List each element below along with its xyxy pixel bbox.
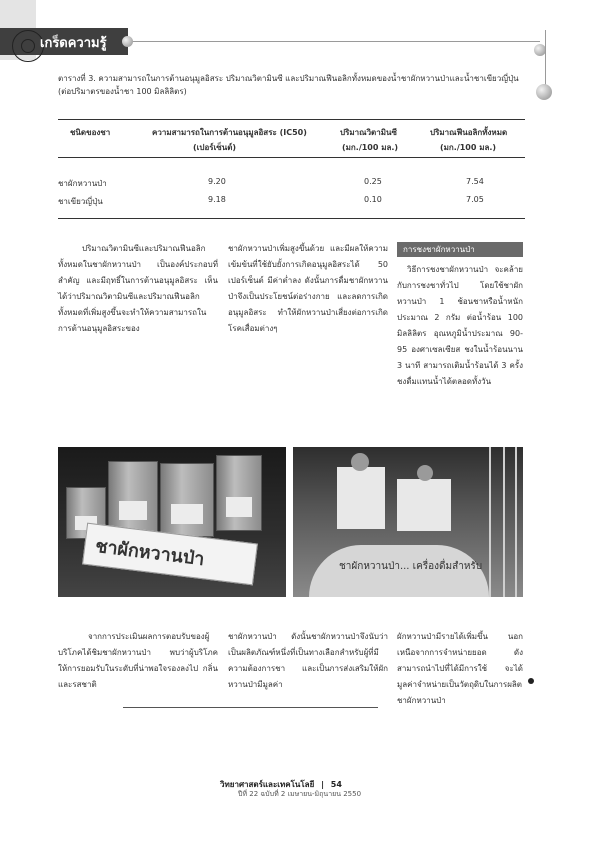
- table-caption: [58, 72, 528, 98]
- col-header-phenolic-unit: (มก./100 มล.): [440, 143, 497, 152]
- footer-issue: ปีที่ 22 ฉบับที่ 2 เมษายน-มิถุนายน 2550: [238, 790, 362, 798]
- sidebar-title: การชงชาผักหวานป่า: [397, 242, 523, 257]
- booth-counter: [309, 545, 489, 597]
- booth-pole: [515, 447, 517, 597]
- table-cell-type: ชาผักหวานป่า: [58, 179, 107, 188]
- header-ball-icon: [536, 84, 552, 100]
- col-header-vitc: ปริมาณวิตามินซี: [340, 128, 397, 137]
- booth-banner-text: ชาผักหวานป่า... เครื่องดื่มสำหรับ: [339, 561, 483, 572]
- person-head: [417, 465, 433, 481]
- table-cell-vitc: 0.25: [364, 177, 382, 186]
- lower-column-2: ชาผักหวานป่า ดังนั้นชาผักหวานป่าจึงนับว่าเป็นผลิตภัณฑ์หนึ่งที่เป็นทางเลือกสำหรับผู้ที่มีความต้องการชา และเป็นการส่งเสริมให้ผักหวานป่ามีมูลค่า: [228, 632, 388, 689]
- caption-label: ตารางที่ 3.: [58, 74, 96, 83]
- booth-pole: [489, 447, 491, 597]
- tea-package: [160, 463, 214, 537]
- table-cell-vitc: 0.10: [364, 195, 382, 204]
- footer-publication: วิทยาศาสตร์และเทคโนโลยี | 54: [220, 780, 342, 789]
- table-cell-antioxidant: 9.20: [208, 177, 226, 186]
- tea-package: [108, 461, 158, 533]
- end-mark-icon: [528, 678, 534, 684]
- body-column-1: ปริมาณวิตามินซีและปริมาณฟีนอลิกทั้งหมดในชาผักหวานป่า เป็นองค์ประกอบที่สำคัญ และมีฤทธิ์ในการต้านอนุมูลอิสระ เห็นได้ว่าปริมาณวิตามินซีและปริมาณฟีนอลิกทั้งหมดที่เพิ่มสูงขึ้นจะทำให้ความสามารถในการต้านอนุมูลอิสระของ: [58, 244, 218, 333]
- sidebar-text: วิธีการชงชาผักหวานป่า จะคล้ายกับการชงชาทั่วไป โดยใช้ชาผักหวานป่า 1 ช้อนชาหรือน้ำหนักประมาณ 2 กรัม ต่อน้ำร้อน 100 มิลลิลิตร อุณหภูมิน้ำประมาณ 90-95 องศาเซลเซียส ชงในน้ำร้อนนาน 3 นาที สามารถเติมน้ำร้อนได้ 3 ครั้ง ชงดื่มแทนน้ำได้ตลอดทั้งวัน: [397, 265, 523, 386]
- tea-package: [216, 455, 262, 531]
- table-cell-type: ชาเขียวญี่ปุ่น: [58, 197, 103, 206]
- col-header-type: ชนิดของชา: [70, 128, 111, 137]
- col-header-vitc-unit: (มก./100 มล.): [342, 143, 399, 152]
- publication-name: วิทยาศาสตร์และเทคโนโลยี: [220, 780, 315, 789]
- photo-tea-packages: [58, 447, 286, 597]
- header-rule-vertical: [545, 30, 546, 85]
- body-column-2: ชาผักหวานป่าเพิ่มสูงขึ้นด้วย และมีผลให้ความเข้มข้นที่ใช้ยับยั้งการเกิดอนุมูลอิสระได้ 50 เปอร์เซ็นต์ มีค่าต่ำลง ดังนั้นการดื่มชาผักหวานป่าจึงเป็นประโยชน์ต่อร่างกาย และลดการเกิดอนุมูลอิสระ ทำให้ผักหวานป่าเสี่ยงต่อการเกิดโรคเสื่อมต่างๆ: [228, 244, 388, 333]
- product-sign-text: ชาผักหวานป่า: [94, 535, 206, 571]
- person-head: [351, 453, 369, 471]
- lower-column-3: ผักหวานป่ามีรายได้เพิ่มขึ้น นอกเหนือจากการจำหน่ายยอด ดังสามารถนำไปที่ได้มีการใช้ จะได้มูลค่าจำหน่ายเป็นวัตถุดิบในการผลิตชาผักหวานป่า: [397, 632, 523, 705]
- booth-pole: [503, 447, 505, 597]
- caption-text: ความสามารถในการต้านอนุมูลอิสระ ปริมาณวิตามินซี และปริมาณฟีนอลิกทั้งหมดของน้ำชาผักหวานป่าและน้ำชาเขียวญี่ปุ่น (ต่อปริมาตรของน้ำชา 100 มิลลิลิตร): [58, 74, 519, 96]
- table-bottom-rule: [58, 218, 525, 219]
- table-cell-phenolic: 7.54: [466, 177, 484, 186]
- col-header-antioxidant: ความสามารถในการต้านอนุมูลอิสระ (IC50): [152, 128, 307, 137]
- section-title: เกร็ดความรู้: [40, 36, 107, 51]
- header-ball-icon: [122, 36, 133, 47]
- table-header-rule: [58, 157, 525, 158]
- lower-column-1: จากการประเมินผลการตอบรับของผู้บริโภคได้ชิมชาผักหวานป่า พบว่าผู้บริโภคให้การยอมรับในระดับที่น่าพอใจรองลงไป กลิ่น และรสชาติ: [58, 632, 218, 689]
- table-top-rule: [58, 119, 525, 120]
- col-header-antioxidant-unit: (เปอร์เซ็นต์): [193, 143, 237, 152]
- table-cell-antioxidant: 9.18: [208, 195, 226, 204]
- person-staff: [337, 467, 385, 529]
- col-header-phenolic: ปริมาณฟีนอลิกทั้งหมด: [430, 128, 508, 137]
- table-cell-phenolic: 7.05: [466, 195, 484, 204]
- product-sign: [82, 523, 258, 586]
- footer-rule: [123, 707, 378, 708]
- header-rule: [128, 41, 540, 42]
- person-staff: [397, 479, 451, 531]
- photo-exhibition-booth: [293, 447, 523, 597]
- page-number: 54: [330, 780, 342, 789]
